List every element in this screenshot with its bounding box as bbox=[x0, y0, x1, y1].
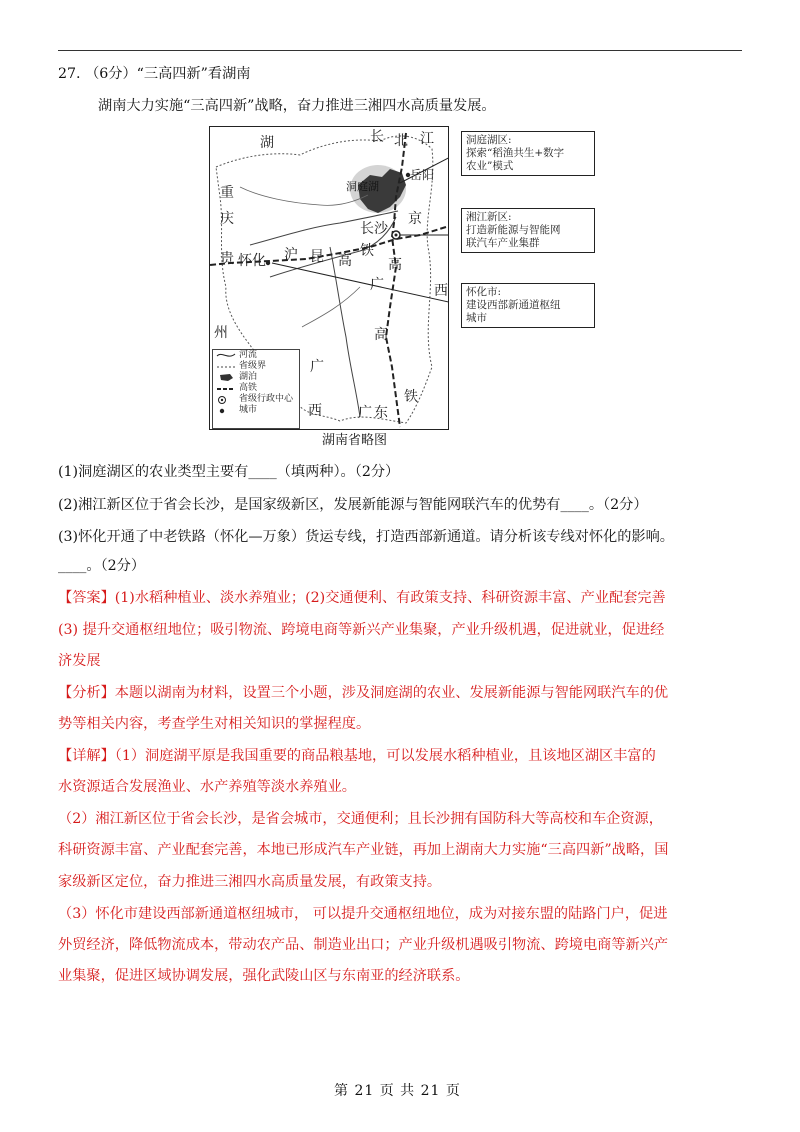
header-rule bbox=[58, 50, 742, 51]
callout-dongting: 洞庭湖区: 探索“稻渔共生+数字 农业”模式 bbox=[461, 131, 595, 176]
detail-p3-line-2: 外贸经济，降低物流成本，带动农产品、制造业出口；产业升级机遇吸引物流、跨境电商等新兴产 bbox=[58, 937, 669, 953]
sub-question-2: (2)湘江新区位于省会长沙，是国家级新区，发展新能源与智能网联汽车的优势有____。（2分） bbox=[58, 497, 648, 513]
huaihua-marker bbox=[266, 261, 270, 265]
map-caption: 湖南省略图 bbox=[322, 433, 388, 448]
analysis-line-2: 势等相关内容，考查学生对相关知识的掌握程度。 bbox=[58, 716, 371, 732]
detail-p2-line-2: 科研资源丰富、产业配套完善，本地已形成汽车产业链，再加上湖南大力实施“三高四新”战略，国 bbox=[58, 842, 669, 858]
label-jing: 京 bbox=[408, 211, 422, 227]
legend-river: 河流 bbox=[213, 350, 299, 361]
label-guang-dong: 广 bbox=[358, 405, 372, 421]
label-changsha: 长沙 bbox=[360, 221, 388, 237]
legend-city: 城市 bbox=[213, 405, 299, 416]
label-yueyang: 岳阳 bbox=[410, 168, 435, 182]
map-legend bbox=[212, 349, 300, 429]
detail-p3-line-3: 业集聚，促进区域协调发展，强化武陵山区与东南亚的经济联系。 bbox=[58, 968, 470, 984]
label-gao3: 高 bbox=[374, 327, 388, 343]
label-huaihua: 怀化 bbox=[238, 253, 266, 269]
legend-boundary: 省级界 bbox=[239, 361, 267, 371]
leader-huaihua bbox=[272, 263, 448, 305]
sub-question-3: (3)怀化开通了中老铁路（怀化—万象）货运专线，打造西部新通道。请分析该专线对怀化的影响。 bbox=[58, 529, 674, 545]
river-3 bbox=[330, 247, 360, 417]
detail-p2-line-1: （2）湘江新区位于省会长沙，是省会城市，交通便利；且长沙拥有国防科大等高校和车企资源， bbox=[58, 811, 663, 827]
question-title: 27. （6分）“三高四新”看湖南 bbox=[58, 66, 251, 82]
label-chang: 长 bbox=[370, 129, 384, 145]
answer-line-1: 【答案】(1)水稻种植业、淡水养殖业；(2)交通便利、有政策支持、科研资源丰富、产业配套完善 bbox=[58, 590, 666, 606]
detail-p2-line-3: 家级新区定位，奋力推进三湘四水高质量发展，有政策支持。 bbox=[58, 874, 442, 890]
label-guang: 广 bbox=[370, 277, 384, 293]
answer-line-3: 济发展 bbox=[58, 653, 101, 669]
label-hu-city: 沪 bbox=[284, 247, 298, 263]
label-tie1: 铁 bbox=[360, 243, 374, 259]
legend-rail: 高铁 bbox=[239, 383, 258, 393]
sub-question-3-blank: ____。（2分） bbox=[58, 558, 146, 574]
label-gao2: 高 bbox=[388, 257, 402, 273]
label-zhou: 州 bbox=[214, 325, 228, 341]
label-dongting: 洞庭湖 bbox=[346, 180, 379, 193]
label-tie2: 铁 bbox=[404, 389, 418, 405]
label-xi2: 西 bbox=[308, 403, 322, 419]
callout-huaihua: 怀化市: 建设西部新通道枢纽 城市 bbox=[461, 283, 595, 328]
hunan-map bbox=[209, 126, 449, 430]
sub-question-1: (1)洞庭湖区的农业类型主要有____（填两种）。（2分） bbox=[58, 464, 400, 480]
river-4 bbox=[302, 287, 360, 327]
detail-p1-line-2: 水资源适合发展渔业、水产养殖等淡水养殖业。 bbox=[58, 779, 356, 795]
question-intro: 湖南大力实施“三高四新”战略，奋力推进三湘四水高质量发展。 bbox=[98, 98, 496, 114]
label-xi-right: 西 bbox=[434, 283, 448, 299]
legend-lake: 湖泊 bbox=[213, 372, 299, 383]
callout-xiangjiang: 湘江新区: 打造新能源与智能网 联汽车产业集群 bbox=[461, 208, 595, 253]
label-gao1: 高 bbox=[338, 253, 352, 269]
label-gui: 贵 bbox=[220, 251, 234, 267]
answer-line-2: (3) 提升交通枢纽地位；吸引物流、跨境电商等新兴产业集聚，产业升级机遇，促进就业，促进经 bbox=[58, 622, 665, 638]
label-jiang: 江 bbox=[420, 131, 434, 147]
analysis-line-1: 【分析】本题以湖南为材料，设置三个小题，涉及洞庭湖的农业、发展新能源与智能网联汽车的优 bbox=[58, 685, 669, 701]
page-footer: 第 21 页 共 21 页 bbox=[334, 1083, 461, 1099]
label-qing: 庆 bbox=[220, 211, 234, 227]
label-dong: 东 bbox=[374, 405, 388, 421]
detail-p3-line-1: （3）怀化市建设西部新通道枢纽城市， 可以提升交通枢纽地位，成为对接东盟的陆路门户，促进 bbox=[58, 906, 668, 922]
label-kun: 昆 bbox=[310, 249, 324, 265]
detail-p1-line-1: 【详解】（1）洞庭湖平原是我国重要的商品粮基地，可以发展水稻种植业，且该地区湖区丰富的 bbox=[58, 748, 656, 764]
legend-capital: 省级行政中心 bbox=[213, 394, 299, 405]
label-chong: 重 bbox=[220, 185, 234, 201]
label-hu: 湖 bbox=[260, 135, 274, 151]
label-guang2: 广 bbox=[310, 359, 324, 375]
label-bei: 北 bbox=[394, 133, 408, 149]
